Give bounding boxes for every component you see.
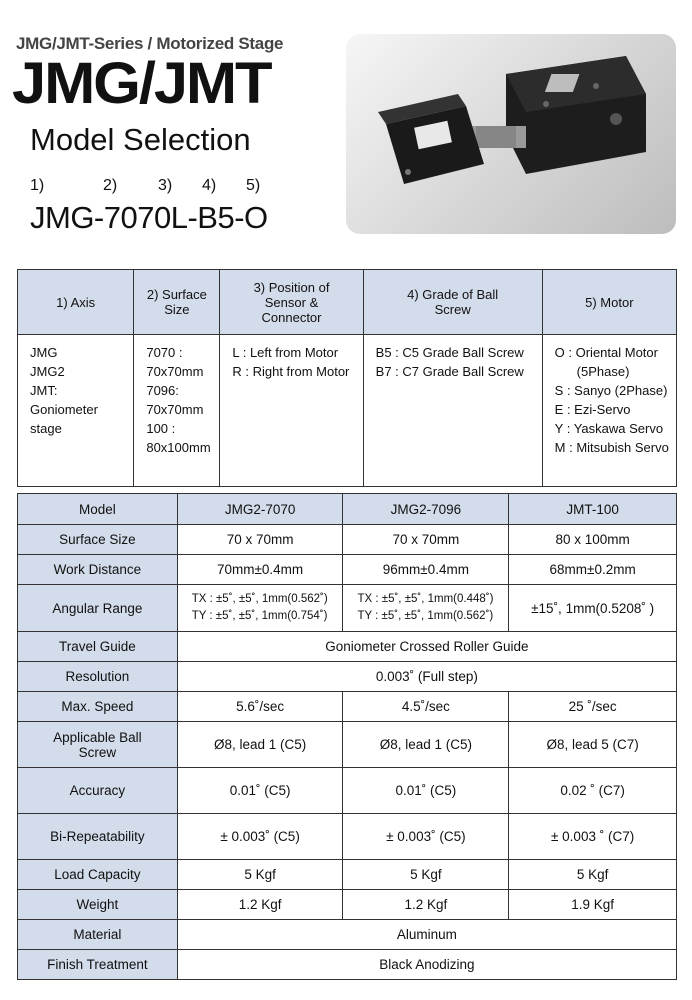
cell: 5 Kgf bbox=[509, 860, 677, 890]
cell: 80 x 100mm bbox=[509, 525, 677, 555]
row-label: Angular Range bbox=[18, 585, 178, 632]
model-selection-table bbox=[17, 269, 677, 487]
cell: Ø8, lead 1 (C5) bbox=[343, 722, 509, 768]
grade-options bbox=[363, 335, 542, 487]
cell: Goniometer Crossed Roller Guide bbox=[177, 632, 676, 662]
cell: Ø8, lead 1 (C5) bbox=[177, 722, 343, 768]
surface-option: 7070 : bbox=[146, 345, 183, 360]
cell: 70 x 70mm bbox=[343, 525, 509, 555]
cell: 1.2 Kgf bbox=[343, 890, 509, 920]
model-jmg2-7096: JMG2-7096 bbox=[343, 494, 509, 525]
cell: 0.01˚ (C5) bbox=[343, 768, 509, 814]
grade-option: B7 : C7 Grade Ball Screw bbox=[375, 364, 524, 379]
motor-option: E : Ezi-Servo bbox=[554, 402, 631, 417]
row-label: Weight bbox=[18, 890, 178, 920]
cell: Ø8, lead 5 (C7) bbox=[509, 722, 677, 768]
surface-option: 70x70mm bbox=[146, 364, 204, 379]
motor-option: M : Mitsubish Servo bbox=[554, 440, 669, 455]
table-row bbox=[18, 632, 677, 662]
axis-option: JMT: bbox=[30, 383, 58, 398]
code-part-numbers bbox=[30, 177, 300, 199]
surface-options bbox=[134, 335, 220, 487]
cell: 70 x 70mm bbox=[177, 525, 343, 555]
col-axis-header: 1) Axis bbox=[18, 270, 134, 335]
angular-ty: TY : ±5˚, ±5˚, 1mm(0.562˚) bbox=[357, 610, 494, 622]
code-num-4: 4) bbox=[202, 177, 217, 194]
axis-option: JMG bbox=[30, 345, 58, 360]
table-row bbox=[18, 890, 677, 920]
table-row bbox=[18, 722, 677, 768]
col-grade-header: 4) Grade of Ball Screw bbox=[363, 270, 542, 335]
col-surface-header: 2) Surface Size bbox=[134, 270, 220, 335]
row-label: Resolution bbox=[18, 662, 178, 692]
cell: 96mm±0.4mm bbox=[343, 555, 509, 585]
motor-options bbox=[542, 335, 676, 487]
cell: 25 ˚/sec bbox=[509, 692, 677, 722]
cell: 4.5˚/sec bbox=[343, 692, 509, 722]
table-row bbox=[18, 585, 677, 632]
row-label bbox=[18, 722, 178, 768]
cell: 0.02 ˚ (C7) bbox=[509, 768, 677, 814]
surface-option: 7096: bbox=[146, 383, 179, 398]
axis-option: JMG2 bbox=[30, 364, 65, 379]
col-position-header: 3) Position of Sensor & Connector bbox=[220, 270, 363, 335]
table-row bbox=[18, 814, 677, 860]
series-title: JMG/JMT-Series / Motorized Stage bbox=[16, 34, 284, 53]
model-selection-heading: Model Selection bbox=[30, 122, 251, 157]
table-row bbox=[18, 692, 677, 722]
table-row bbox=[18, 768, 677, 814]
cell: 0.01˚ (C5) bbox=[177, 768, 343, 814]
motor-option: (5Phase) bbox=[576, 364, 630, 379]
surface-option: 100 : bbox=[146, 421, 176, 436]
motor-option: Y : Yaskawa Servo bbox=[554, 421, 664, 436]
table-row bbox=[18, 525, 677, 555]
model-jmg2-7070: JMG2-7070 bbox=[177, 494, 343, 525]
axis-options bbox=[18, 335, 134, 487]
grade-option: B5 : C5 Grade Ball Screw bbox=[375, 345, 524, 360]
row-label: Load Capacity bbox=[18, 860, 178, 890]
model-code-example: JMG-7070L-B5-O bbox=[30, 200, 268, 235]
surface-option: 70x70mm bbox=[146, 402, 204, 417]
row-label: Finish Treatment bbox=[18, 950, 178, 980]
specification-table bbox=[17, 493, 677, 980]
row-label: Accuracy bbox=[18, 768, 178, 814]
position-option: L : Left from Motor bbox=[232, 345, 339, 360]
cell: 0.003˚ (Full step) bbox=[177, 662, 676, 692]
cell: Black Anodizing bbox=[177, 950, 676, 980]
table-row bbox=[18, 662, 677, 692]
row-label-line: Applicable Ball bbox=[53, 729, 142, 745]
position-option: R : Right from Motor bbox=[232, 364, 350, 379]
row-label-line: Screw bbox=[78, 744, 117, 760]
cell: ± 0.003 ˚ (C7) bbox=[509, 814, 677, 860]
row-label: Material bbox=[18, 920, 178, 950]
cell: 1.2 Kgf bbox=[177, 890, 343, 920]
cell: Aluminum bbox=[177, 920, 676, 950]
code-num-5: 5) bbox=[246, 177, 261, 194]
motor-option: O : Oriental Motor bbox=[554, 345, 658, 360]
code-num-3: 3) bbox=[158, 177, 173, 194]
table-row bbox=[18, 950, 677, 980]
motor-option: S : Sanyo (2Phase) bbox=[554, 383, 668, 398]
code-num-2: 2) bbox=[103, 177, 118, 194]
model-header: Model bbox=[18, 494, 178, 525]
row-label: Surface Size bbox=[18, 525, 178, 555]
angular-ty: TY : ±5˚, ±5˚, 1mm(0.754˚) bbox=[191, 610, 328, 622]
row-label: Bi-Repeatability bbox=[18, 814, 178, 860]
brand-title: JMG/JMT bbox=[12, 51, 271, 116]
axis-option: Goniometer stage bbox=[30, 402, 98, 436]
cell: 1.9 Kgf bbox=[509, 890, 677, 920]
cell bbox=[177, 585, 343, 632]
product-photo bbox=[346, 34, 676, 234]
cell: 5 Kgf bbox=[177, 860, 343, 890]
code-num-1: 1) bbox=[30, 177, 45, 194]
cell: 5 Kgf bbox=[343, 860, 509, 890]
cell bbox=[343, 585, 509, 632]
cell: ± 0.003˚ (C5) bbox=[343, 814, 509, 860]
row-label: Work Distance bbox=[18, 555, 178, 585]
angular-tx: TX : ±5˚, ±5˚, 1mm(0.448˚) bbox=[357, 593, 494, 605]
row-label: Travel Guide bbox=[18, 632, 178, 662]
surface-option: 80x100mm bbox=[146, 440, 211, 455]
model-jmt-100: JMT-100 bbox=[509, 494, 677, 525]
table-row bbox=[18, 920, 677, 950]
table-row bbox=[18, 860, 677, 890]
cell: 68mm±0.2mm bbox=[509, 555, 677, 585]
col-motor-header: 5) Motor bbox=[542, 270, 676, 335]
cell: ± 0.003˚ (C5) bbox=[177, 814, 343, 860]
cell: ±15˚, 1mm(0.5208˚ ) bbox=[509, 585, 677, 632]
position-options bbox=[220, 335, 363, 487]
cell: 5.6˚/sec bbox=[177, 692, 343, 722]
row-label: Max. Speed bbox=[18, 692, 178, 722]
angular-tx: TX : ±5˚, ±5˚, 1mm(0.562˚) bbox=[191, 593, 328, 605]
table-row bbox=[18, 555, 677, 585]
cell: 70mm±0.4mm bbox=[177, 555, 343, 585]
